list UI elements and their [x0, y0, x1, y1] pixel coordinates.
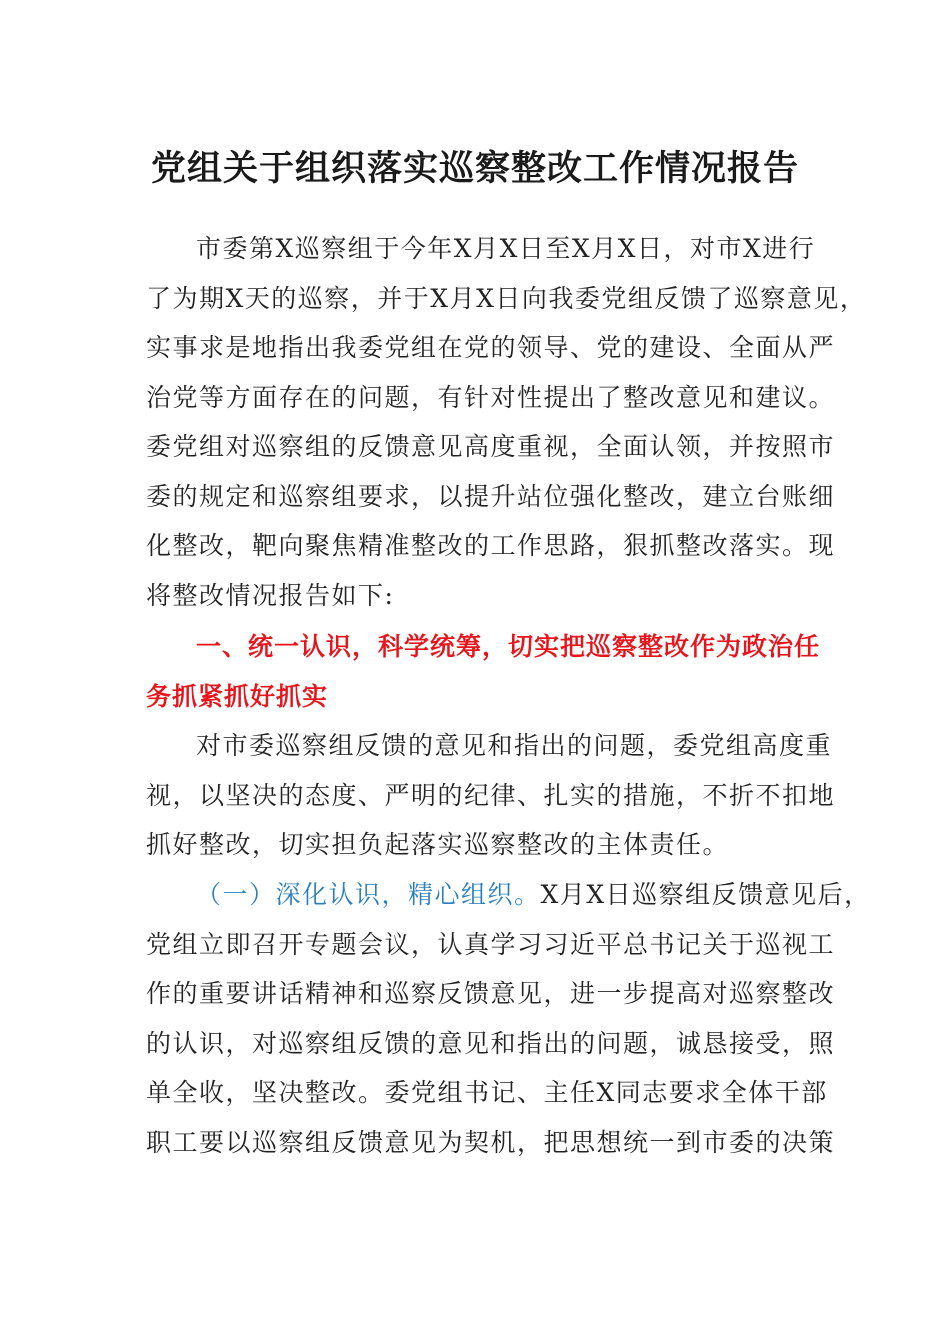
paragraph-line: 实事求是地指出我委党组在党的领导、党的建设、全面从严 — [146, 333, 836, 362]
paragraph-line: 的认识，对巡察组反馈的意见和指出的问题，诚恳接受，照 — [146, 1028, 836, 1058]
paragraph-line — [146, 870, 871, 920]
section-paragraph — [146, 721, 836, 870]
paragraph-line: 职工要以巡察组反馈意见为契机，把思想统一到市委的决策 — [146, 1127, 836, 1157]
paragraph-line: 化整改，靶向聚焦精准整改的工作思路，狠抓整改落实。现 — [146, 531, 836, 560]
paragraph-line: 党组立即召开专题会议，认真学习习近平总书记关于巡视工 — [146, 929, 836, 959]
subsection-first-line-text: X月X日巡察组反馈意见后， — [540, 880, 871, 909]
paragraph-line: 将整改情况报告如下: — [146, 580, 395, 610]
paragraph-line: 作的重要讲话精神和巡察反馈意见，进一步提高对巡察整改 — [146, 979, 836, 1008]
paragraph-line: 治党等方面存在的问题，有针对性提出了整改意见和建议。 — [146, 382, 836, 412]
paragraph-line: 视，以坚决的态度、严明的纪律、扎实的措施，不折不扣地 — [146, 780, 836, 810]
subsection-heading: （一）深化认识，精心组织。 — [196, 880, 541, 909]
intro-paragraph — [146, 224, 867, 620]
paragraph-line: 对市委巡察组反馈的意见和指出的问题，委党组高度重 — [196, 731, 833, 760]
subsection-paragraph — [146, 870, 871, 1167]
paragraph-line: 单全收，坚决整改。委党组书记、主任X同志要求全体干部 — [146, 1078, 828, 1107]
section-heading-line: 一、统一认识，科学统筹，切实把巡察整改作为政治任 — [196, 632, 821, 661]
section-heading — [146, 622, 826, 721]
section-heading-line: 务抓紧抓好抓实 — [146, 681, 329, 711]
paragraph-line: 委党组对巡察组的反馈意见高度重视，全面认领，并按照市 — [146, 432, 836, 461]
document-title: 党组关于组织落实巡察整改工作情况报告 — [150, 148, 799, 189]
paragraph-line: 委的规定和巡察组要求，以提升站位强化整改，建立台账细 — [146, 481, 836, 511]
paragraph-line: 市委第X巡察组于今年X月X日至X月X日，对市X进行 — [196, 234, 816, 263]
paragraph-line: 抓好整改，切实担负起落实巡察整改的主体责任。 — [146, 830, 730, 859]
paragraph-line: 了为期X天的巡察，并于X月X日向我委党组反馈了巡察意见， — [146, 283, 867, 313]
